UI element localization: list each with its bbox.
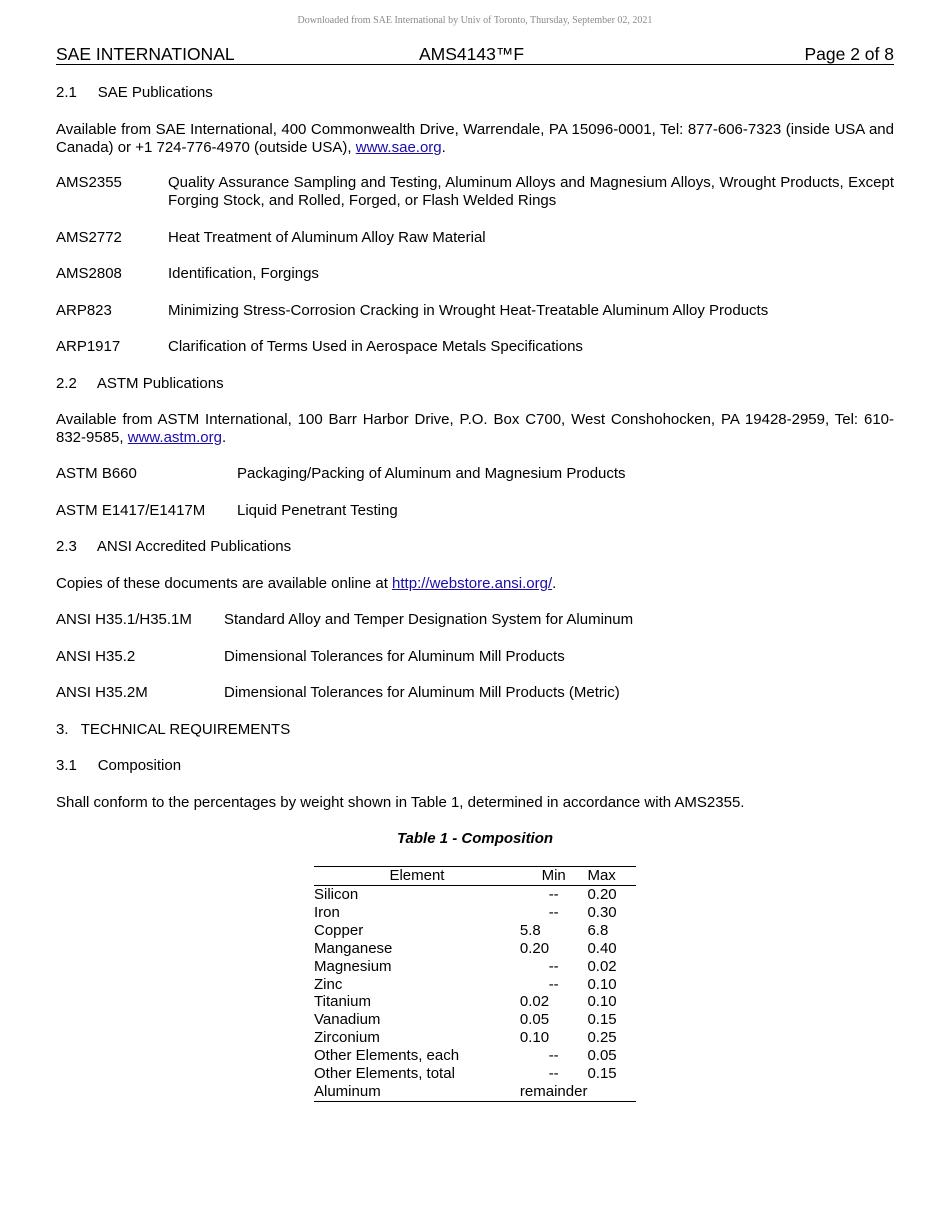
cell-max — [587, 1083, 636, 1101]
section-3-1-heading: 3.1 Composition — [56, 757, 182, 774]
column-header-min: Min — [520, 867, 588, 886]
ref-code: ANSI H35.2 — [56, 648, 136, 665]
cell-min: 0.05 — [519, 1011, 550, 1029]
cell-element: Zinc — [314, 975, 343, 993]
cell-element: Other Elements, each — [314, 1047, 460, 1065]
intro-end: . — [441, 139, 446, 156]
section-2-2-heading: 2.2 ASTM Publications — [56, 375, 224, 392]
header-document-id: AMS4143™F — [419, 44, 525, 64]
cell-max: 0.15 — [587, 1011, 617, 1029]
cell-min: -- — [548, 975, 559, 993]
sae-website-link[interactable]: www.sae.org — [355, 139, 442, 156]
section-2-1-heading: 2.1 SAE Publications — [56, 84, 213, 101]
ref-description: Dimensional Tolerances for Aluminum Mill Products — [224, 648, 565, 665]
cell-max: 6.8 — [587, 921, 609, 939]
cell-max: 0.02 — [587, 957, 617, 975]
ref-code: ASTM B660 — [56, 465, 137, 482]
table-row — [314, 940, 636, 958]
cell-min: -- — [548, 903, 559, 921]
composition-table — [314, 866, 636, 1102]
ansi-webstore-link[interactable]: http://webstore.ansi.org/ — [392, 575, 553, 592]
cell-min: 0.20 — [519, 939, 550, 957]
table-row — [314, 958, 636, 976]
cell-max: 0.10 — [587, 975, 617, 993]
ref-description: Identification, Forgings — [168, 265, 319, 282]
cell-min: -- — [548, 886, 559, 903]
ref-description: Minimizing Stress-Corrosion Cracking in Wrought Heat-Treatable Aluminum Alloy Products — [168, 302, 769, 319]
ref-code: ASTM E1417/E1417M — [56, 502, 206, 519]
ref-code: AMS2808 — [56, 265, 122, 282]
ref-description: Standard Alloy and Temper Designation System for Aluminum — [224, 611, 634, 628]
cell-max: 0.15 — [587, 1065, 617, 1083]
ref-description: Dimensional Tolerances for Aluminum Mill Products (Metric) — [224, 684, 620, 701]
table-row — [314, 993, 636, 1011]
cell-element: Iron — [314, 903, 340, 921]
cell-element: Other Elements, total — [314, 1065, 455, 1083]
section-2-2-intro — [56, 411, 894, 447]
intro-text: Available from SAE International, 400 Commonwealth Drive, Warrendale, PA 15096-0001, Tel: 877-606-7323 (inside USA and Canada) or +1 724-776-4970 (outside USA), — [56, 121, 894, 156]
cell-min: 5.8 — [519, 921, 541, 939]
cell-element: Copper — [314, 921, 364, 939]
table-row — [314, 904, 636, 922]
ref-description: Quality Assurance Sampling and Testing, Aluminum Alloys and Magnesium Alloys, Wrought Products, Except Forging Stock, and Rolled, Forged, or Flash Welded Rings — [168, 174, 894, 209]
cell-element: Aluminum — [314, 1082, 381, 1100]
table-row — [314, 1065, 636, 1083]
cell-max: 0.05 — [587, 1047, 617, 1065]
table-row — [314, 1047, 636, 1065]
table-body — [314, 886, 636, 1102]
table-row — [314, 886, 636, 904]
intro-text: Copies of these documents are available online at — [56, 575, 393, 592]
cell-min: remainder — [519, 1082, 588, 1100]
ref-description: Clarification of Terms Used in Aerospace Metals Specifications — [168, 338, 583, 355]
cell-min: -- — [548, 1065, 559, 1083]
page-header — [56, 44, 894, 65]
ref-description: Liquid Penetrant Testing — [237, 502, 398, 519]
cell-min: -- — [548, 957, 559, 975]
cell-element: Silicon — [314, 886, 359, 903]
column-header-element: Element — [314, 867, 520, 886]
cell-element: Titanium — [314, 993, 371, 1011]
cell-max: 0.10 — [587, 993, 617, 1011]
cell-min: -- — [548, 1047, 559, 1065]
cell-element: Zirconium — [314, 1029, 380, 1047]
ref-code: ANSI H35.1/H35.1M — [56, 611, 192, 628]
section-2-3-heading: 2.3 ANSI Accredited Publications — [56, 538, 292, 555]
ref-code: ARP1917 — [56, 338, 121, 355]
table-header-row — [314, 867, 636, 886]
cell-max: 0.25 — [587, 1029, 617, 1047]
section-2-3-intro — [56, 575, 894, 593]
ref-code: AMS2772 — [56, 229, 122, 246]
download-watermark: Downloaded from SAE International by Univ of Toronto, Thursday, September 02, 2021 — [297, 15, 653, 26]
ref-code: ARP823 — [56, 302, 112, 319]
cell-element: Magnesium — [314, 957, 392, 975]
section-3-heading: 3. TECHNICAL REQUIREMENTS — [56, 721, 291, 738]
table-row — [314, 976, 636, 994]
intro-text: Available from ASTM International, 100 Barr Harbor Drive, P.O. Box C700, West Conshohocken, PA 19428-2959, Tel: 610-832-9585, — [56, 411, 894, 446]
intro-end: . — [221, 429, 227, 446]
cell-max: 0.40 — [587, 939, 617, 957]
table-row — [314, 1083, 636, 1101]
table-1-title: Table 1 - Composition — [396, 830, 554, 847]
header-page-number: Page 2 of 8 — [804, 44, 894, 64]
section-3-1-text: Shall conform to the percentages by weight shown in Table 1, determined in accordance with AMS2355. — [56, 794, 745, 811]
astm-website-link[interactable]: www.astm.org — [127, 429, 222, 446]
table-row — [314, 1011, 636, 1029]
cell-max: 0.30 — [587, 903, 617, 921]
table-row — [314, 922, 636, 940]
ref-description: Packaging/Packing of Aluminum and Magnesium Products — [237, 465, 626, 482]
cell-min: 0.02 — [519, 993, 550, 1011]
header-organization: SAE INTERNATIONAL — [56, 44, 235, 64]
cell-max: 0.20 — [587, 886, 617, 903]
intro-end: . — [552, 575, 557, 592]
cell-element: Manganese — [314, 939, 393, 957]
cell-min: 0.10 — [519, 1029, 550, 1047]
ref-code: AMS2355 — [56, 174, 122, 191]
cell-element: Vanadium — [314, 1011, 381, 1029]
column-header-max: Max — [587, 867, 636, 886]
section-2-1-intro — [56, 121, 894, 157]
ref-description: Heat Treatment of Aluminum Alloy Raw Material — [168, 229, 486, 246]
ref-code: ANSI H35.2M — [56, 684, 148, 701]
table-row — [314, 1029, 636, 1047]
